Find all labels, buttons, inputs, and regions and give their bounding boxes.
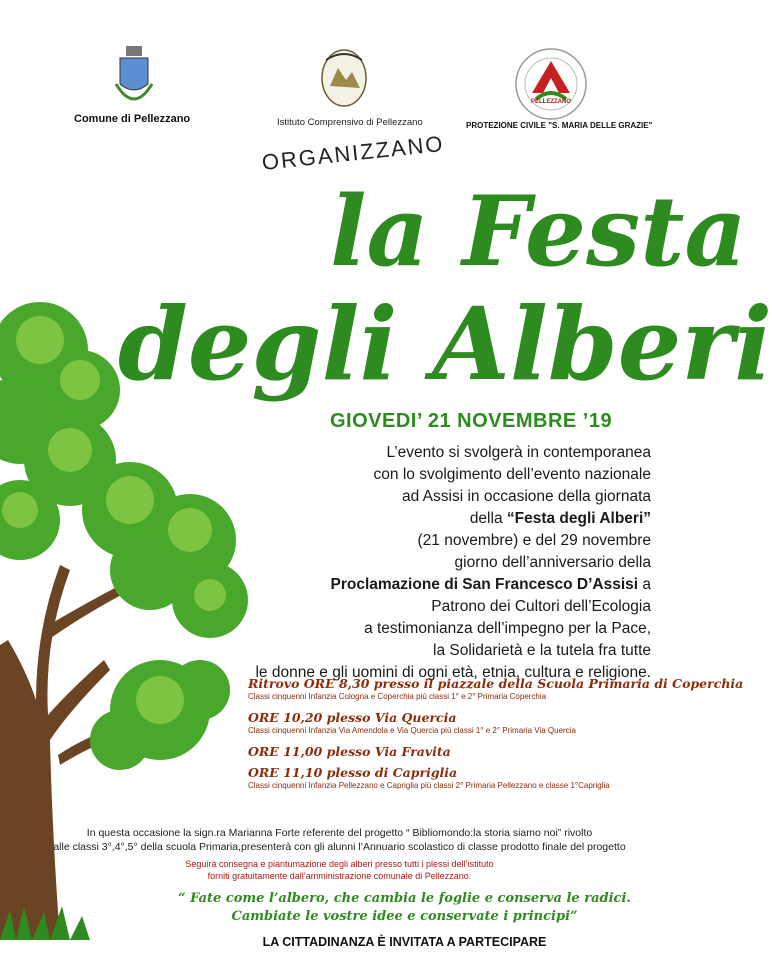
event-title-line2: degli Alberi (118, 285, 772, 403)
description-line: giorno dell’anniversario della (454, 554, 651, 571)
quote-line: Cambiate le vostre idee e conservate i principi” (231, 909, 578, 924)
planting-note-line: forniti gratuitamente dall’amministrazione comunale di Pellezzano. (207, 871, 472, 881)
event-date: GIOVEDI’ 21 NOVEMBRE ’19 (330, 410, 613, 432)
description-line (255, 574, 651, 596)
invitation-text: LA CITTADINANZA È INVITATA A PARTECIPARE (262, 935, 547, 949)
event-title-line1: la Festa (330, 175, 747, 288)
istituto-label: Istituto Comprensivo di Pellezzano (277, 117, 423, 128)
comune-logo (112, 44, 156, 115)
note-line: In questa occasione la sign.ra Marianna Forte referente del progetto “ Bibliomondo:la storia siamo noi” rivolto (86, 827, 593, 839)
description-line: ad Assisi in occasione della giornata (401, 488, 651, 505)
description-line: a testimonianza dell’impegno per la Pace, (364, 620, 651, 637)
description-text: della (469, 510, 507, 527)
description-line: le donne e gli uomini di ogni età, etnia, cultura e religione. (255, 664, 651, 681)
description-line: la Solidarietà e la tutela fra tutte (433, 642, 651, 659)
planting-note-line: Seguirà consegna e piantumazione degli alberi presso tutti i plessi dell’istituto (185, 859, 494, 869)
description-line (255, 508, 651, 530)
description-line: (21 novembre) e del 29 novembre (417, 532, 651, 549)
istituto-logo (318, 46, 370, 117)
schedule-detail: Classi cinquenni Infanzia Pellezzano e Capriglia più classi 2° Primaria Pellezzano e classe 1°Capriglia (248, 781, 610, 790)
note-line: alle classi 3°,4°,5° della scuola Primaria,presenterà con gli alunni l’Annuario scolastico di classe prodotto finale del progetto (53, 841, 626, 853)
protezione-civile-inner: PELLEZZANO (531, 99, 571, 105)
event-description (255, 442, 651, 684)
description-line: con lo svolgimento dell’evento nazionale (373, 466, 651, 483)
description-line: Patrono dei Cultori dell’Ecologia (431, 598, 651, 615)
schedule-list (248, 676, 743, 799)
schedule-heading: Ritrovo ORE 8,30 presso il piazzale della Scuola Primaria di Coperchia (248, 676, 744, 691)
festa-name: “Festa degli Alberi” (506, 510, 651, 527)
schedule-heading: ORE 10,20 plesso Via Quercia (248, 710, 457, 725)
description-line: L’evento si svolgerà in contemporanea (386, 444, 651, 461)
planting-note (0, 858, 679, 882)
schedule-heading: ORE 11,10 plesso di Capriglia (248, 765, 458, 780)
schedule-detail: Classi cinquenni Infanzia Via Amendola e Via Quercia più classi 1° e 2° Primaria Via Quercia (248, 726, 576, 735)
schedule-detail: Classi cinquenni Infanzia Cologna e Coperchia più classi 1° e 2° Primaria Coperchia (248, 692, 547, 701)
project-note (0, 826, 679, 854)
schedule-heading: ORE 11,00 plesso Via Fravita (248, 744, 451, 759)
organizzano-heading: ORGANIZZANO (260, 130, 446, 175)
description-text: a (638, 576, 651, 593)
quote-line: “ Fate come l’albero, che cambia le foglie e conserva le radici. (178, 891, 631, 906)
protezione-civile-label: PROTEZIONE CIVILE "S. MARIA DELLE GRAZIE" (466, 121, 653, 130)
proclamazione-name: Proclamazione di San Francesco D’Assisi (330, 576, 639, 593)
tree-quote (130, 890, 679, 926)
comune-label: Comune di Pellezzano (74, 113, 191, 125)
protezione-civile-logo (514, 47, 588, 126)
